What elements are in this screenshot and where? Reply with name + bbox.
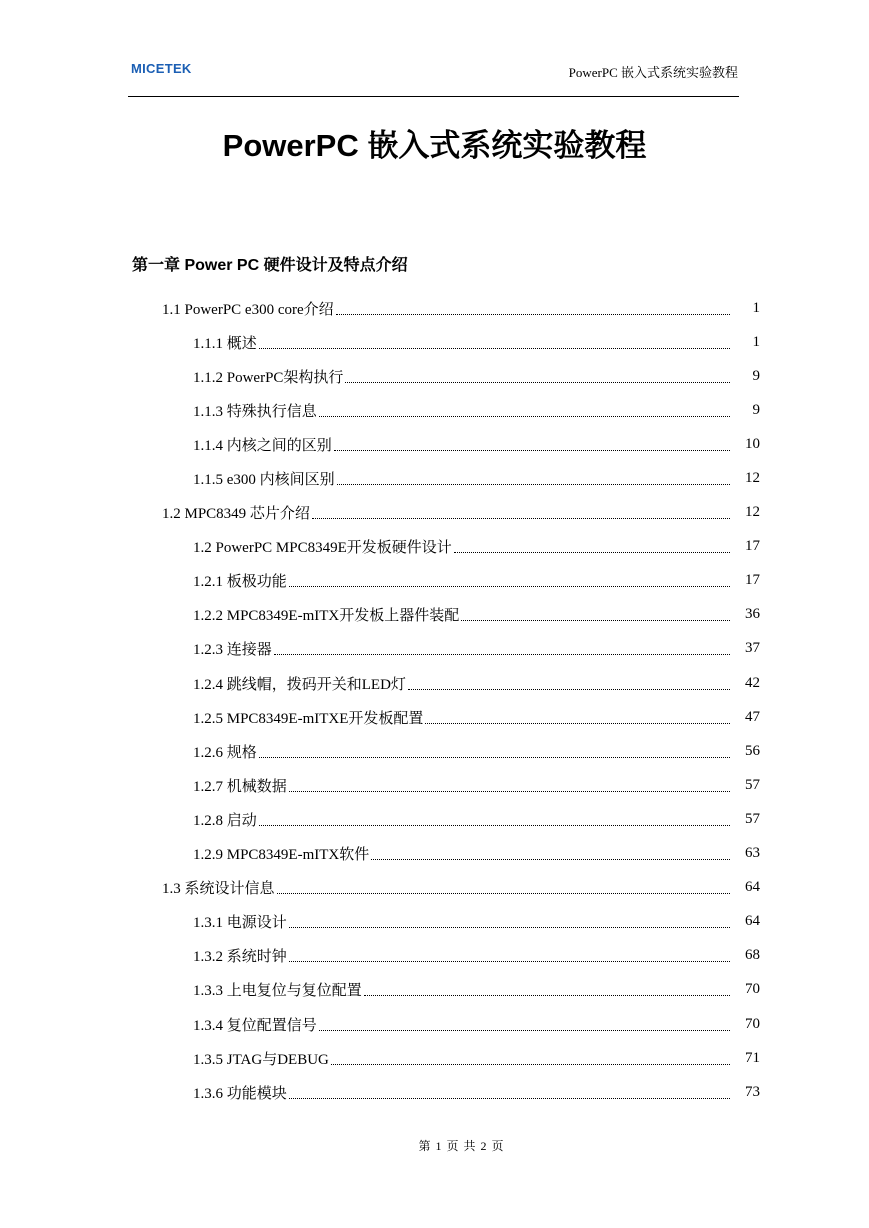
toc-entry-page-number: 57 [745, 776, 760, 793]
table-of-contents [0, 291, 869, 1109]
toc-entry-label: 1.1 PowerPC e300 core介绍 [162, 301, 334, 318]
toc-dot-leader [334, 450, 730, 451]
toc-dot-leader [319, 1030, 730, 1031]
toc-entry[interactable] [0, 768, 869, 802]
toc-entry[interactable] [0, 1075, 869, 1109]
header-divider [128, 96, 739, 97]
toc-entry-page-number: 10 [745, 435, 760, 452]
toc-entry-page-number: 1 [752, 299, 760, 316]
toc-entry-page-number: 47 [745, 708, 760, 725]
toc-dot-leader [336, 314, 730, 315]
toc-entry-page-number: 9 [752, 367, 760, 384]
running-header-title: PowerPC 嵌入式系统实验教程 [568, 65, 738, 80]
toc-entry[interactable] [0, 837, 869, 871]
toc-entry[interactable] [0, 359, 869, 393]
toc-dot-leader [259, 825, 730, 826]
toc-entry[interactable] [0, 700, 869, 734]
toc-entry[interactable] [0, 427, 869, 461]
toc-entry-label: 1.2.4 跳线帽，拨码开关和LED灯 [193, 676, 406, 693]
toc-entry-page-number: 17 [745, 538, 760, 555]
toc-entry[interactable] [0, 973, 869, 1007]
toc-entry-label: 1.2.2 MPC8349E-mITX开发板上器件装配 [193, 608, 460, 625]
toc-entry-label: 1.1.5 e300 内核间区别 [193, 472, 335, 489]
toc-entry[interactable] [0, 325, 869, 359]
toc-entry-label: 1.2.1 板极功能 [193, 574, 287, 591]
toc-entry-page-number: 57 [745, 810, 760, 827]
toc-entry-label: 1.1.2 PowerPC架构执行 [193, 369, 344, 386]
toc-entry[interactable] [0, 905, 869, 939]
toc-entry-label: 1.2 MPC8349 芯片介绍 [162, 506, 310, 523]
toc-entry[interactable] [0, 1007, 869, 1041]
toc-entry-page-number: 12 [745, 470, 760, 487]
document-title: PowerPC 嵌入式系统实验教程 [222, 128, 647, 163]
toc-entry-page-number: 70 [745, 981, 760, 998]
toc-dot-leader [312, 518, 730, 519]
toc-entry-page-number: 73 [745, 1083, 760, 1100]
toc-entry-label: 1.2.5 MPC8349E-mITXE开发板配置 [193, 710, 424, 727]
toc-entry-page-number: 70 [745, 1015, 760, 1032]
toc-entry[interactable] [0, 564, 869, 598]
toc-entry-label: 1.2.8 启动 [193, 812, 257, 829]
toc-dot-leader [259, 757, 730, 758]
toc-dot-leader [277, 893, 730, 894]
toc-entry-label: 1.3.3 上电复位与复位配置 [193, 983, 362, 1000]
toc-entry[interactable] [0, 802, 869, 836]
toc-dot-leader [371, 859, 730, 860]
toc-entry[interactable] [0, 530, 869, 564]
toc-entry-label: 1.2 PowerPC MPC8349E开发板硬件设计 [193, 540, 452, 557]
toc-entry-page-number: 64 [745, 879, 760, 896]
toc-entry-label: 1.3.6 功能模块 [193, 1085, 287, 1102]
toc-entry[interactable] [0, 461, 869, 495]
toc-entry-page-number: 17 [745, 572, 760, 589]
toc-entry-label: 1.3.1 电源设计 [193, 915, 287, 932]
toc-entry-label: 1.3 系统设计信息 [162, 881, 275, 898]
toc-dot-leader [289, 791, 730, 792]
toc-dot-leader [408, 689, 730, 690]
toc-dot-leader [289, 586, 730, 587]
toc-entry[interactable] [0, 734, 869, 768]
toc-dot-leader [425, 723, 730, 724]
toc-dot-leader [289, 1098, 730, 1099]
page-footer: 第 1 页 共 2 页 [418, 1139, 505, 1153]
toc-entry-label: 1.1.1 概述 [193, 335, 257, 352]
toc-entry-label: 1.2.9 MPC8349E-mITX软件 [193, 847, 370, 864]
toc-dot-leader [319, 416, 730, 417]
toc-entry-page-number: 56 [745, 742, 760, 759]
toc-entry-page-number: 64 [745, 913, 760, 930]
toc-entry[interactable] [0, 496, 869, 530]
toc-entry-label: 1.3.5 JTAG与DEBUG [193, 1051, 329, 1068]
toc-entry-label: 1.1.3 特殊执行信息 [193, 403, 317, 420]
micetek-logo: MICETEK [131, 61, 192, 76]
toc-dot-leader [454, 552, 730, 553]
toc-dot-leader [289, 961, 730, 962]
toc-entry[interactable] [0, 871, 869, 905]
toc-entry-page-number: 42 [745, 674, 760, 691]
toc-dot-leader [337, 484, 730, 485]
toc-entry-label: 1.2.6 规格 [193, 744, 257, 761]
toc-entry-label: 1.3.2 系统时钟 [193, 949, 287, 966]
toc-dot-leader [274, 654, 730, 655]
toc-entry-page-number: 68 [745, 947, 760, 964]
toc-dot-leader [331, 1064, 730, 1065]
toc-entry[interactable] [0, 393, 869, 427]
toc-entry-page-number: 71 [745, 1049, 760, 1066]
chapter-heading: 第一章 Power PC 硬件设计及特点介绍 [132, 257, 408, 274]
toc-entry-page-number: 63 [745, 845, 760, 862]
toc-entry[interactable] [0, 291, 869, 325]
toc-entry-page-number: 12 [745, 504, 760, 521]
toc-entry-label: 1.2.7 机械数据 [193, 778, 287, 795]
toc-entry[interactable] [0, 1041, 869, 1075]
toc-entry[interactable] [0, 632, 869, 666]
toc-entry[interactable] [0, 598, 869, 632]
toc-dot-leader [461, 620, 730, 621]
toc-entry-label: 1.3.4 复位配置信号 [193, 1017, 317, 1034]
toc-dot-leader [345, 382, 730, 383]
toc-entry-page-number: 36 [745, 606, 760, 623]
toc-entry-page-number: 9 [752, 401, 760, 418]
toc-dot-leader [289, 927, 730, 928]
toc-entry[interactable] [0, 939, 869, 973]
toc-dot-leader [364, 995, 730, 996]
toc-entry-page-number: 1 [752, 333, 760, 350]
toc-dot-leader [259, 348, 730, 349]
toc-entry-page-number: 37 [745, 640, 760, 657]
toc-entry-label: 1.2.3 连接器 [193, 642, 272, 659]
toc-entry[interactable] [0, 666, 869, 700]
toc-entry-label: 1.1.4 内核之间的区别 [193, 437, 332, 454]
